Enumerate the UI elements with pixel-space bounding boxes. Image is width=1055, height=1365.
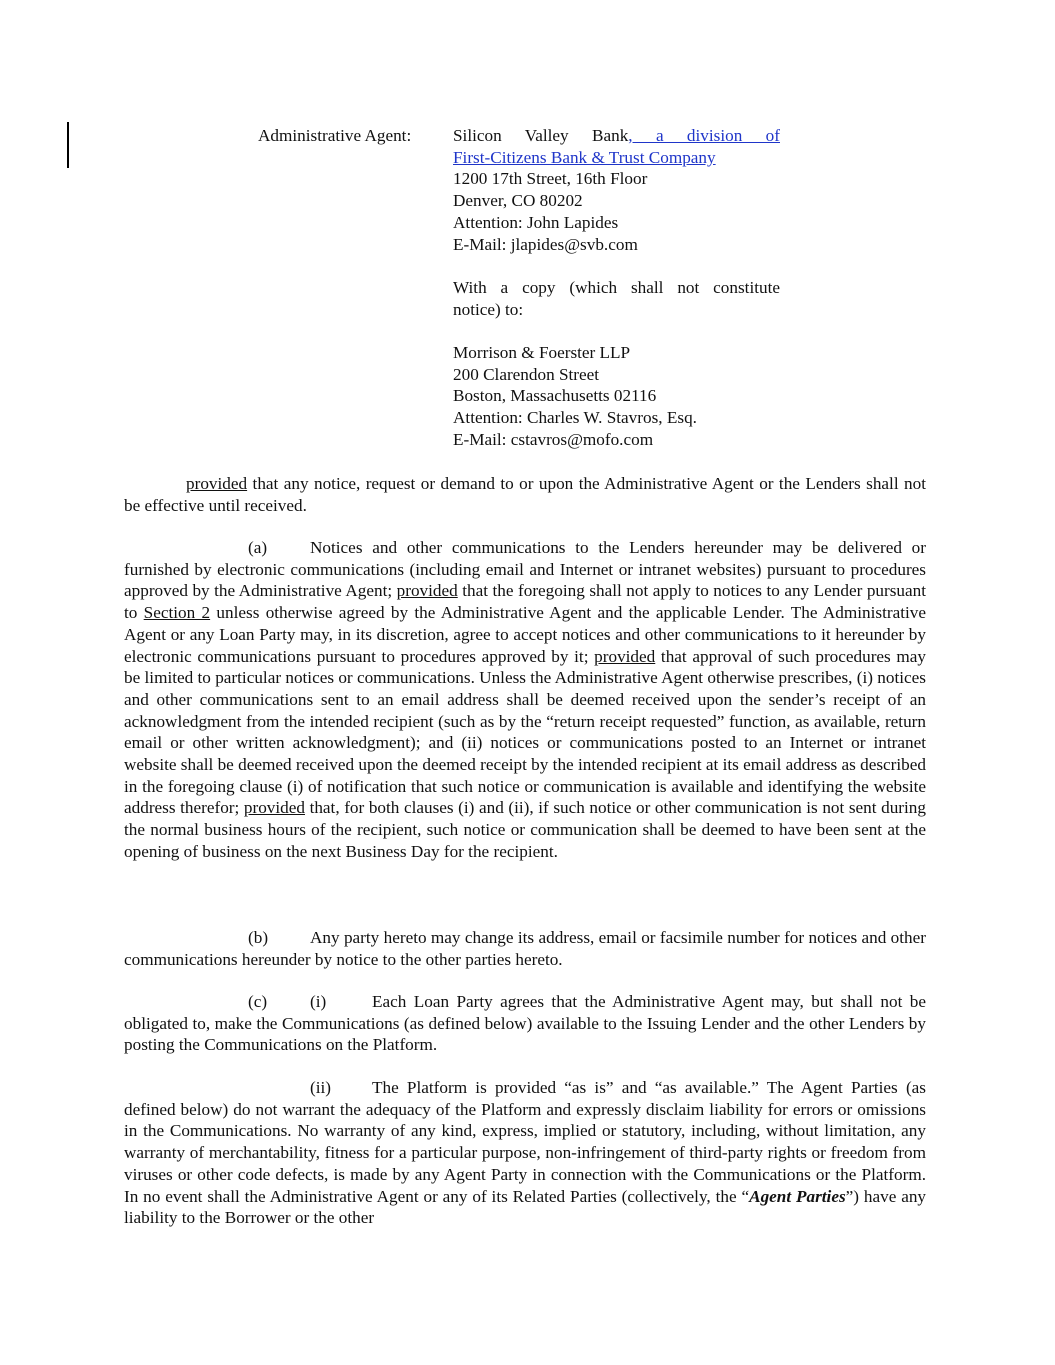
attention-line: Attention: John Lapides: [453, 212, 619, 232]
paragraph-c-ii: (ii) The Platform is provided “as is” and “as available.” The Agent Parties (as defined below) do not warrant the adequacy of the Platform and expressly disclaim liability for errors or omissions in the Communications. No warranty of any kind, express, implied or statutory, including, without limitation, any warranty of merchantability, fitness for a particular purpose, non-infringement of third-party rights or freedom from viruses or other code defects, is made by any Agent Party in connection with the Communications or the Platform. In no event shall the Administrative Agent or any of its Related Parties (collectively, the “Agent Parties”) have any liability to the Borrower or the other: [124, 1078, 927, 1228]
paragraph-b: (b) Any party hereto may change its address, email or facsimile number for notices and other communications hereunder by notice to the other parties hereto.: [124, 928, 926, 969]
inserted-text: , a division of: [628, 126, 780, 145]
paragraph-a: (a) Notices and other communications to the Lenders hereunder may be delivered or furnished by electronic communications (including email and Internet or intranet websites) pursuant to procedures approved by the Administrative Agent; provided that the foregoing shall not apply to notices to any Lender pursuant to Section 2 unless otherwise agreed by the Administrative Agent and the applicable Lender. The Administrative Agent or any Loan Party may, in its discretion, agree to accept notices and other communications to it hereunder by electronic communications pursuant to procedures approved by it; provided that approval of such procedures may be limited to particular notices or communications. Unless the Administrative Agent otherwise prescribes, (i) notices and other communications sent to an email address shall be deemed received upon the sender’s receipt of an acknowledgment from the intended recipient (such as by the “return receipt requested” function, as available, return email or other written acknowledgment); and (ii) notices or communications posted to an Internet or intranet website shall be deemed received upon the deemed receipt by the intended recipient at its email address as described in the foregoing clause (i) of notification that such notice or communication is available and identifying the website address therefor; provided that, for both clauses (i) and (ii), if such notice or other communication is not sent during the normal business hours of the recipient, such notice or communication shall be deemed to have been sent at the opening of business on the next Business Day for the recipient.: [124, 538, 927, 861]
notice-party-label: Administrative Agent:: [258, 126, 412, 145]
defined-term: Agent Parties: [749, 1186, 846, 1206]
subparagraph-number: (ii): [310, 1078, 331, 1097]
address-line: 1200 17th Street, 16th Floor: [453, 169, 648, 189]
subparagraph-number: (i): [310, 992, 327, 1011]
copy-notice-line: With a copy (which shall not constitute: [453, 277, 780, 297]
email-line: E-Mail: jlapides@svb.com: [453, 234, 638, 254]
copy-firm-name: Morrison & Foerster LLP: [453, 343, 631, 362]
copy-address-line: Boston, Massachusetts 02116: [453, 386, 657, 406]
bank-name-line: Silicon Valley Bank, a division of: [453, 126, 780, 145]
paragraph-number: (b): [248, 928, 269, 947]
revision-change-bar: [67, 122, 69, 168]
paragraph-number: (a): [248, 538, 268, 557]
paragraph-number: (c): [248, 992, 268, 1011]
copy-notice-line-2: notice) to:: [453, 299, 524, 319]
copy-attention-line: Attention: Charles W. Stavros, Esq.: [453, 408, 697, 428]
inserted-text: First-Citizens Bank & Trust Company: [453, 147, 716, 167]
proviso-paragraph: provided that any notice, request or demand to or upon the Administrative Agent or the Lenders shall not be effective until received.: [124, 474, 926, 515]
notice-address-block: [453, 125, 780, 451]
copy-email-line: E-Mail: cstavros@mofo.com: [453, 429, 654, 449]
bank-name-line-2: [453, 147, 780, 169]
section-reference: Section 2: [143, 603, 211, 623]
copy-address-line: 200 Clarendon Street: [453, 364, 600, 384]
address-line: Denver, CO 80202: [453, 191, 583, 211]
paragraph-c-i: (c) (i) Each Loan Party agrees that the Administrative Agent may, but shall not be obligated to, make the Communications (as defined below) available to the Issuing Lender and the other Lenders by posting the Communications on the Platform.: [124, 992, 926, 1055]
